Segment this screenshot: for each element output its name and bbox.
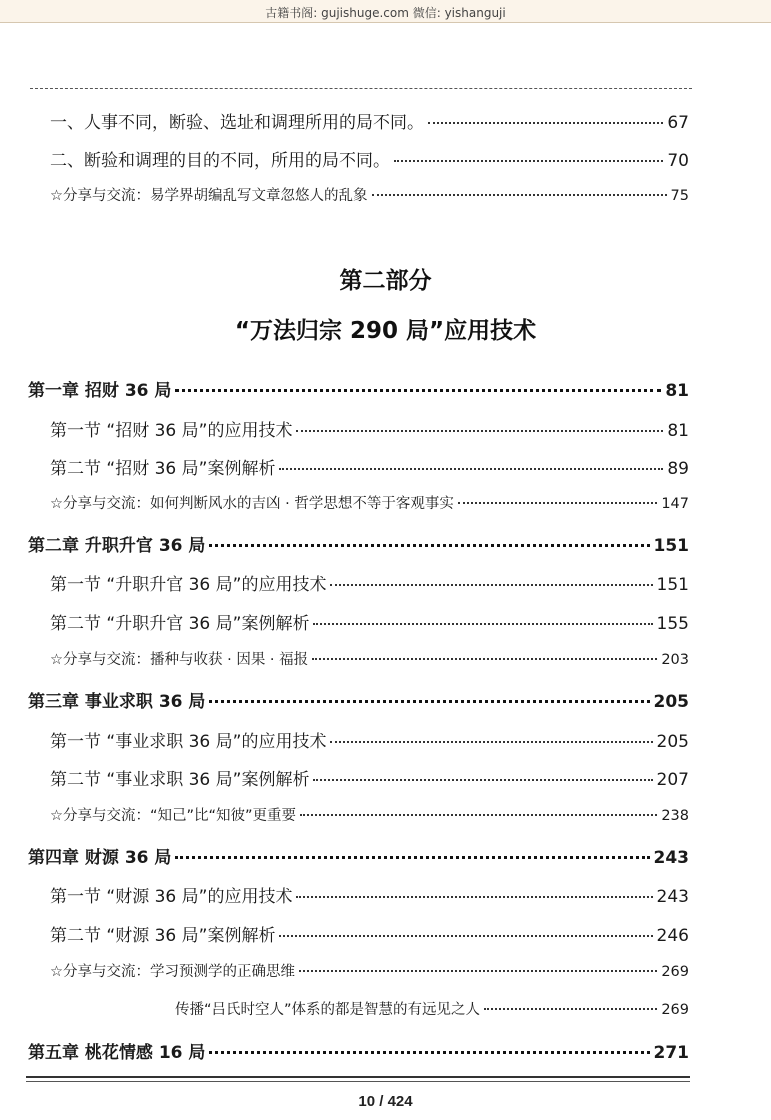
dashed-divider <box>30 88 692 89</box>
toc-entry-label: 一、人事不同，断验、选址和调理所用的局不同。 <box>50 113 424 133</box>
dot-leader <box>296 430 663 432</box>
toc-entry-label: ☆分享与交流：播种与收获 · 因果 · 福报 <box>50 652 309 668</box>
toc-entry-label: 第一节 “财源 36 局”的应用技术 <box>50 887 293 907</box>
dot-leader <box>209 700 649 703</box>
dot-leader <box>484 1008 657 1010</box>
toc-entry-label: 第二节 “财源 36 局”案例解析 <box>50 926 276 946</box>
toc-entry-page: 89 <box>667 459 689 479</box>
dot-leader <box>209 1051 649 1054</box>
toc-entry-page: 75 <box>670 188 689 204</box>
dot-leader <box>209 544 649 547</box>
toc-entry-page: 246 <box>656 926 689 946</box>
dot-leader <box>279 468 663 470</box>
toc-entry-page: 151 <box>656 575 689 595</box>
footer-rule <box>26 1076 690 1078</box>
header-watermark: 古籍书阁: gujishuge.com 微信: yishanguji <box>265 6 506 20</box>
toc-share-row[interactable] <box>50 960 689 981</box>
toc-share-row[interactable] <box>50 184 689 205</box>
toc-section-row[interactable] <box>50 727 689 752</box>
toc-entry-page: 70 <box>667 151 689 171</box>
toc-entry-label: 第一节 “事业求职 36 局”的应用技术 <box>50 732 327 752</box>
toc-section-row[interactable] <box>50 108 689 133</box>
dot-leader <box>330 741 652 743</box>
toc-entry-label: ☆分享与交流：如何判断风水的吉凶 · 哲学思想不等于客观事实 <box>50 496 454 512</box>
toc-section-row[interactable] <box>50 765 689 790</box>
part-title: 第二部分 <box>339 268 432 294</box>
toc-chapter-row[interactable] <box>28 1038 689 1063</box>
toc-entry-page: 151 <box>653 536 689 556</box>
toc-entry-page: 67 <box>667 113 689 133</box>
dot-leader <box>330 584 652 586</box>
toc-chapter-row[interactable] <box>28 687 689 712</box>
toc-share-row[interactable] <box>50 492 689 513</box>
toc-entry-label: 第四章 财源 36 局 <box>28 848 172 868</box>
dot-leader <box>372 194 667 196</box>
toc-entry-page: 205 <box>656 732 689 752</box>
toc-entry-label: 第二节 “招财 36 局”案例解析 <box>50 459 276 479</box>
page-number: 10 / 424 <box>358 1093 413 1110</box>
toc-entry-page: 243 <box>653 848 689 868</box>
dot-leader <box>175 856 649 859</box>
dot-leader <box>312 658 657 660</box>
toc-entry-label: ☆分享与交流：易学界胡编乱写文章忽悠人的乱象 <box>50 188 368 204</box>
toc-entry-page: 207 <box>656 770 689 790</box>
toc-section-row[interactable] <box>50 570 689 595</box>
toc-entry-label: 第五章 桃花情感 16 局 <box>28 1043 206 1063</box>
toc-share-row[interactable] <box>50 804 689 825</box>
toc-section-row[interactable] <box>50 609 689 634</box>
toc-entry-label: 第一章 招财 36 局 <box>28 381 172 401</box>
toc-section-row[interactable] <box>50 882 689 907</box>
toc-entry-page: 243 <box>656 887 689 907</box>
toc-entry-label: 第二节 “升职升官 36 局”案例解析 <box>50 614 310 634</box>
footer-rule-thin <box>26 1081 690 1082</box>
toc-share-row[interactable] <box>175 998 689 1019</box>
toc-entry-page: 205 <box>653 692 689 712</box>
dot-leader <box>458 502 657 504</box>
toc-entry-label: 第三章 事业求职 36 局 <box>28 692 206 712</box>
toc-entry-page: 203 <box>661 652 689 668</box>
dot-leader <box>394 160 663 162</box>
toc-chapter-row[interactable] <box>28 843 689 868</box>
toc-entry-label: 第二节 “事业求职 36 局”案例解析 <box>50 770 310 790</box>
toc-entry-label: ☆分享与交流：学习预测学的正确思维 <box>50 964 295 980</box>
dot-leader <box>296 896 652 898</box>
dot-leader <box>300 814 657 816</box>
toc-entry-page: 269 <box>661 1002 689 1018</box>
toc-entry-label: 第一节 “招财 36 局”的应用技术 <box>50 421 293 441</box>
toc-entry-page: 147 <box>661 496 689 512</box>
toc-share-row[interactable] <box>50 648 689 669</box>
toc-entry-page: 238 <box>661 808 689 824</box>
dot-leader <box>313 779 652 781</box>
toc-entry-label: 第二章 升职升官 36 局 <box>28 536 206 556</box>
toc-section-row[interactable] <box>50 921 689 946</box>
toc-entry-label: ☆分享与交流：“知己”比“知彼”更重要 <box>50 808 297 824</box>
toc-entry-label: 二、断验和调理的目的不同，所用的局不同。 <box>50 151 390 171</box>
dot-leader <box>175 389 661 392</box>
toc-entry-page: 81 <box>665 381 689 401</box>
dot-leader <box>279 935 652 937</box>
toc-entry-label: 第一节 “升职升官 36 局”的应用技术 <box>50 575 327 595</box>
dot-leader <box>428 122 663 124</box>
dot-leader <box>299 970 657 972</box>
part-subtitle: “万法归宗 290 局”应用技术 <box>234 318 537 344</box>
toc-entry-page: 81 <box>667 421 689 441</box>
toc-section-row[interactable] <box>50 454 689 479</box>
toc-chapter-row[interactable] <box>28 531 689 556</box>
toc-section-row[interactable] <box>50 416 689 441</box>
toc-chapter-row[interactable] <box>28 376 689 401</box>
toc-entry-page: 155 <box>656 614 689 634</box>
toc-entry-label: 传播“吕氏时空人”体系的都是智慧的有远见之人 <box>175 1002 481 1018</box>
toc-entry-page: 271 <box>653 1043 689 1063</box>
toc-entry-page: 269 <box>661 964 689 980</box>
dot-leader <box>313 623 652 625</box>
toc-section-row[interactable] <box>50 146 689 171</box>
